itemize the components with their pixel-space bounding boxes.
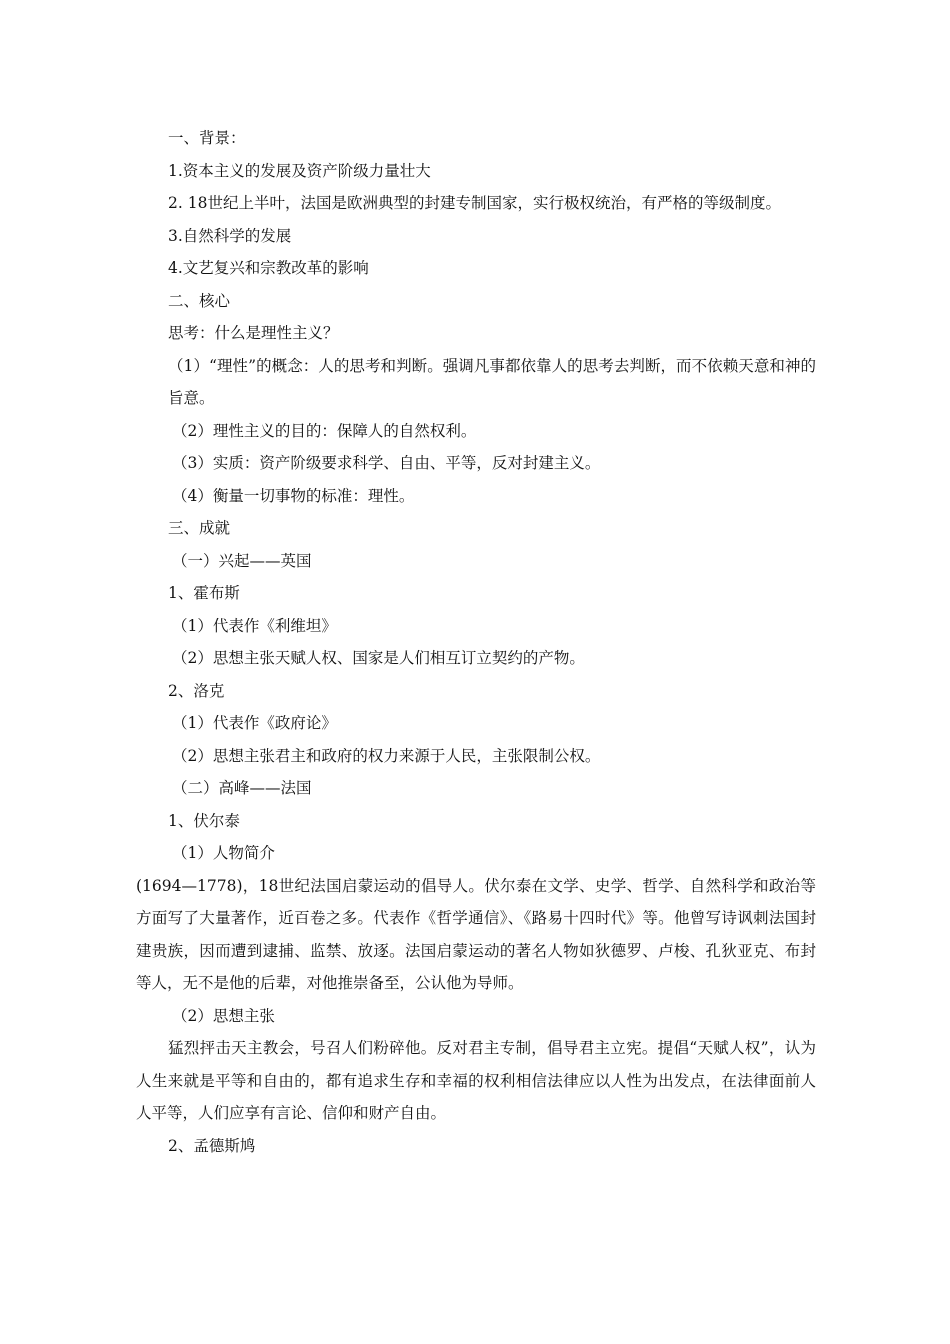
hobbes-work: （1）代表作《利维坦》 [172, 616, 337, 635]
locke-heading: 2、洛克 [168, 681, 225, 700]
locke-work: （1）代表作《政府论》 [172, 714, 337, 732]
background-item-2: 2. 18世纪上半叶，法国是欧洲典型的封建专制国家，实行极权统治，有严格的等级制度。 [168, 194, 781, 212]
background-item-1: 1.资本主义的发展及资产阶级力量壮大 [168, 161, 431, 180]
subheading-england: （一）兴起——英国 [172, 551, 312, 570]
document-body [136, 122, 816, 1162]
montesquieu-heading: 2、孟德斯鸠 [168, 1136, 256, 1155]
hobbes-ideas: （2）思想主张天赋人权、国家是人们相互订立契约的产物。 [172, 649, 585, 667]
hobbes-heading: 1、霍布斯 [168, 584, 240, 602]
voltaire-bio-paragraph: (1694—1778)，18世纪法国启蒙运动的倡导人。伏尔泰在文学、史学、哲学、自然科学和政治等方面写了大量著作，近百卷之多。代表作《哲学通信》、《路易十四时代》等。他曾写诗讽刺法国封建贵族，因而遭到逮捕、监禁、放逐。法国启蒙运动的著名人物如狄德罗、卢梭、孔狄亚克、布封等人，无不是他的后辈，对他推崇备至，公认他为导师。 [136, 876, 816, 992]
rational-concept-paragraph [136, 350, 816, 415]
locke-ideas: （2）思想主张君主和政府的权力来源于人民，主张限制公权。 [172, 746, 601, 765]
rational-concept-text: （1）“理性”的概念：人的思考和判断。强调凡事都依靠人的思考去判断，而不依赖天意和神的旨意。 [168, 356, 816, 407]
subheading-france: （二）高峰——法国 [172, 779, 312, 797]
section-heading-core: 二、核心 [168, 291, 231, 310]
background-item-4: 4.文艺复兴和宗教改革的影响 [168, 259, 369, 277]
voltaire-heading: 1、伏尔泰 [168, 811, 240, 830]
section-heading-background: 一、背景： [168, 129, 246, 147]
voltaire-bio-heading: （1）人物简介 [172, 844, 275, 862]
rational-essence: （3）实质：资产阶级要求科学、自由、平等，反对封建主义。 [172, 454, 601, 472]
voltaire-ideas-paragraph: 猛烈抨击天主教会，号召人们粉碎他。反对君主专制，倡导君主立宪。提倡“天赋人权”，认为人生来就是平等和自由的，都有追求生存和幸福的权利相信法律应以人性为出发点，在法律面前人人平等，人们应享有言论、信仰和财产自由。 [136, 1039, 816, 1122]
section-heading-achievements: 三、成就 [168, 519, 231, 537]
background-item-3: 3.自然科学的发展 [168, 226, 292, 245]
voltaire-ideas-heading: （2）思想主张 [172, 1006, 275, 1025]
rational-purpose: （2）理性主义的目的：保障人的自然权利。 [172, 421, 477, 440]
core-question: 思考：什么是理性主义？ [168, 324, 339, 342]
rational-standard: （4）衡量一切事物的标准：理性。 [172, 486, 415, 505]
